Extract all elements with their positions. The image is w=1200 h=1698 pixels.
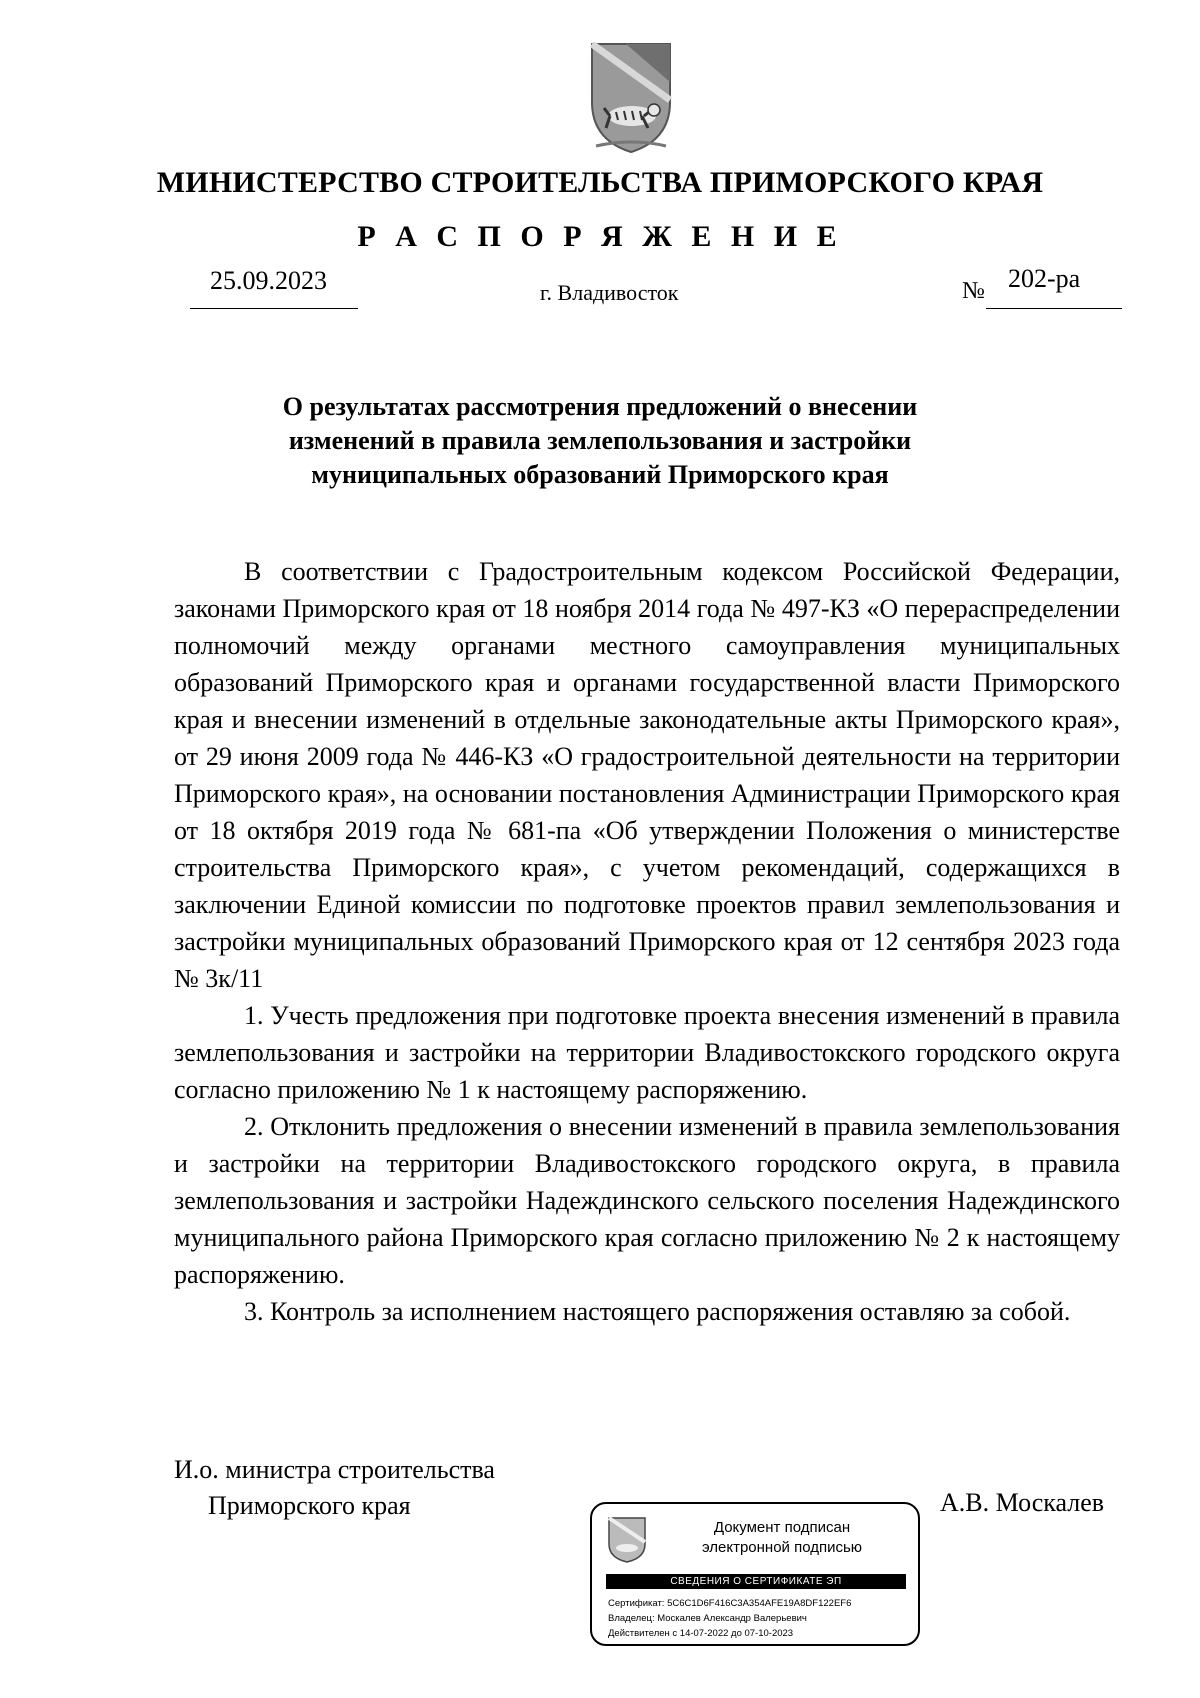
signatory-title-line: Приморского края: [208, 1491, 411, 1520]
signatory-title-line: И.о. министра строительства: [174, 1455, 495, 1484]
document-type: Р А С П О Р Я Ж Е Н И Е: [357, 220, 843, 253]
subject-line: изменений в правила землепользования и застройки: [288, 426, 912, 455]
stamp-heading-line: Документ подписан: [713, 1519, 851, 1536]
validity-line: Действителен с 14-07-2022 до 07-10-2023: [608, 1628, 794, 1639]
document-subject: [200, 390, 1000, 492]
item-paragraph-3: 3. Контроль за исполнением настоящего распоряжения оставляю за собой.: [244, 1297, 1071, 1326]
document-body: [174, 553, 1120, 1330]
preamble-paragraph: В соответствии с Градостроительным кодексом Российской Федерации, законами Приморского края от 18 ноября 2014 года № 497-КЗ «О перераспределении полномочий между органами местного самоуправления муниципальных образований Приморского края и органами государственной власти Приморского края и внесении изменений в отдельные законодательные акты Приморского края», от 29 июня 2009 года № 446-КЗ «О градостроительной деятельности на территории Приморского края», на основании постановления Администрации Приморского края от 18 октября 2019 года № 681-па «Об утверждении Положения о министерстве строительства Приморского края», с учетом рекомендаций, содержащихся в заключении Единой комиссии по подготовке проектов правил землепользования и застройки муниципальных образований Приморского края от 12 сентября 2023 года № 3к/11: [174, 557, 1120, 993]
number-field: [986, 262, 1122, 309]
subject-line: О результатах рассмотрения предложений о внесении: [282, 392, 918, 421]
stamp-details: [608, 1596, 851, 1641]
signatory-title: [174, 1452, 495, 1524]
document-number: 202-ра: [1008, 264, 1081, 293]
document-date: 25.09.2023: [210, 266, 327, 295]
owner-line: Владелец: Москалев Александр Валерьевич: [608, 1613, 807, 1624]
signatory-name: А.В. Москалев: [940, 1488, 1105, 1517]
number-label: №: [962, 278, 985, 304]
item-paragraph-2: 2. Отклонить предложения о внесении изменений в правила землепользования и застройки на территории Владивостокского городского округа, в правила землепользования и застройки Надеждинского сельского поселения Надеждинского муниципального района Приморского края согласно приложению № 2 к настоящему распоряжению.: [174, 1112, 1120, 1289]
stamp-heading: [662, 1518, 902, 1558]
ministry-name: МИНИСТЕРСТВО СТРОИТЕЛЬСТВА ПРИМОРСКОГО КРАЯ: [156, 166, 1044, 199]
subject-line: муниципальных образований Приморского края: [311, 460, 889, 489]
stamp-emblem-icon: [606, 1516, 648, 1564]
item-paragraph-1: 1. Учесть предложения при подготовке проекта внесения изменений в правила землепользования и застройки на территории Владивостокского городского округа согласно приложению № 1 к настоящему распоряжению.: [174, 1001, 1120, 1104]
date-field: [190, 262, 358, 309]
coat-of-arms-emblem: [586, 42, 676, 154]
certificate-line: Сертификат: 5C6C1D6F416C3A354AFE19A8DF122EF6: [608, 1598, 852, 1609]
stamp-certificate-bar: СВЕДЕНИЯ О СЕРТИФИКАТЕ ЭП: [606, 1574, 906, 1589]
stamp-heading-line: электронной подписью: [701, 1539, 863, 1556]
city: г. Владивосток: [540, 280, 679, 305]
electronic-signature-stamp: [590, 1502, 920, 1646]
